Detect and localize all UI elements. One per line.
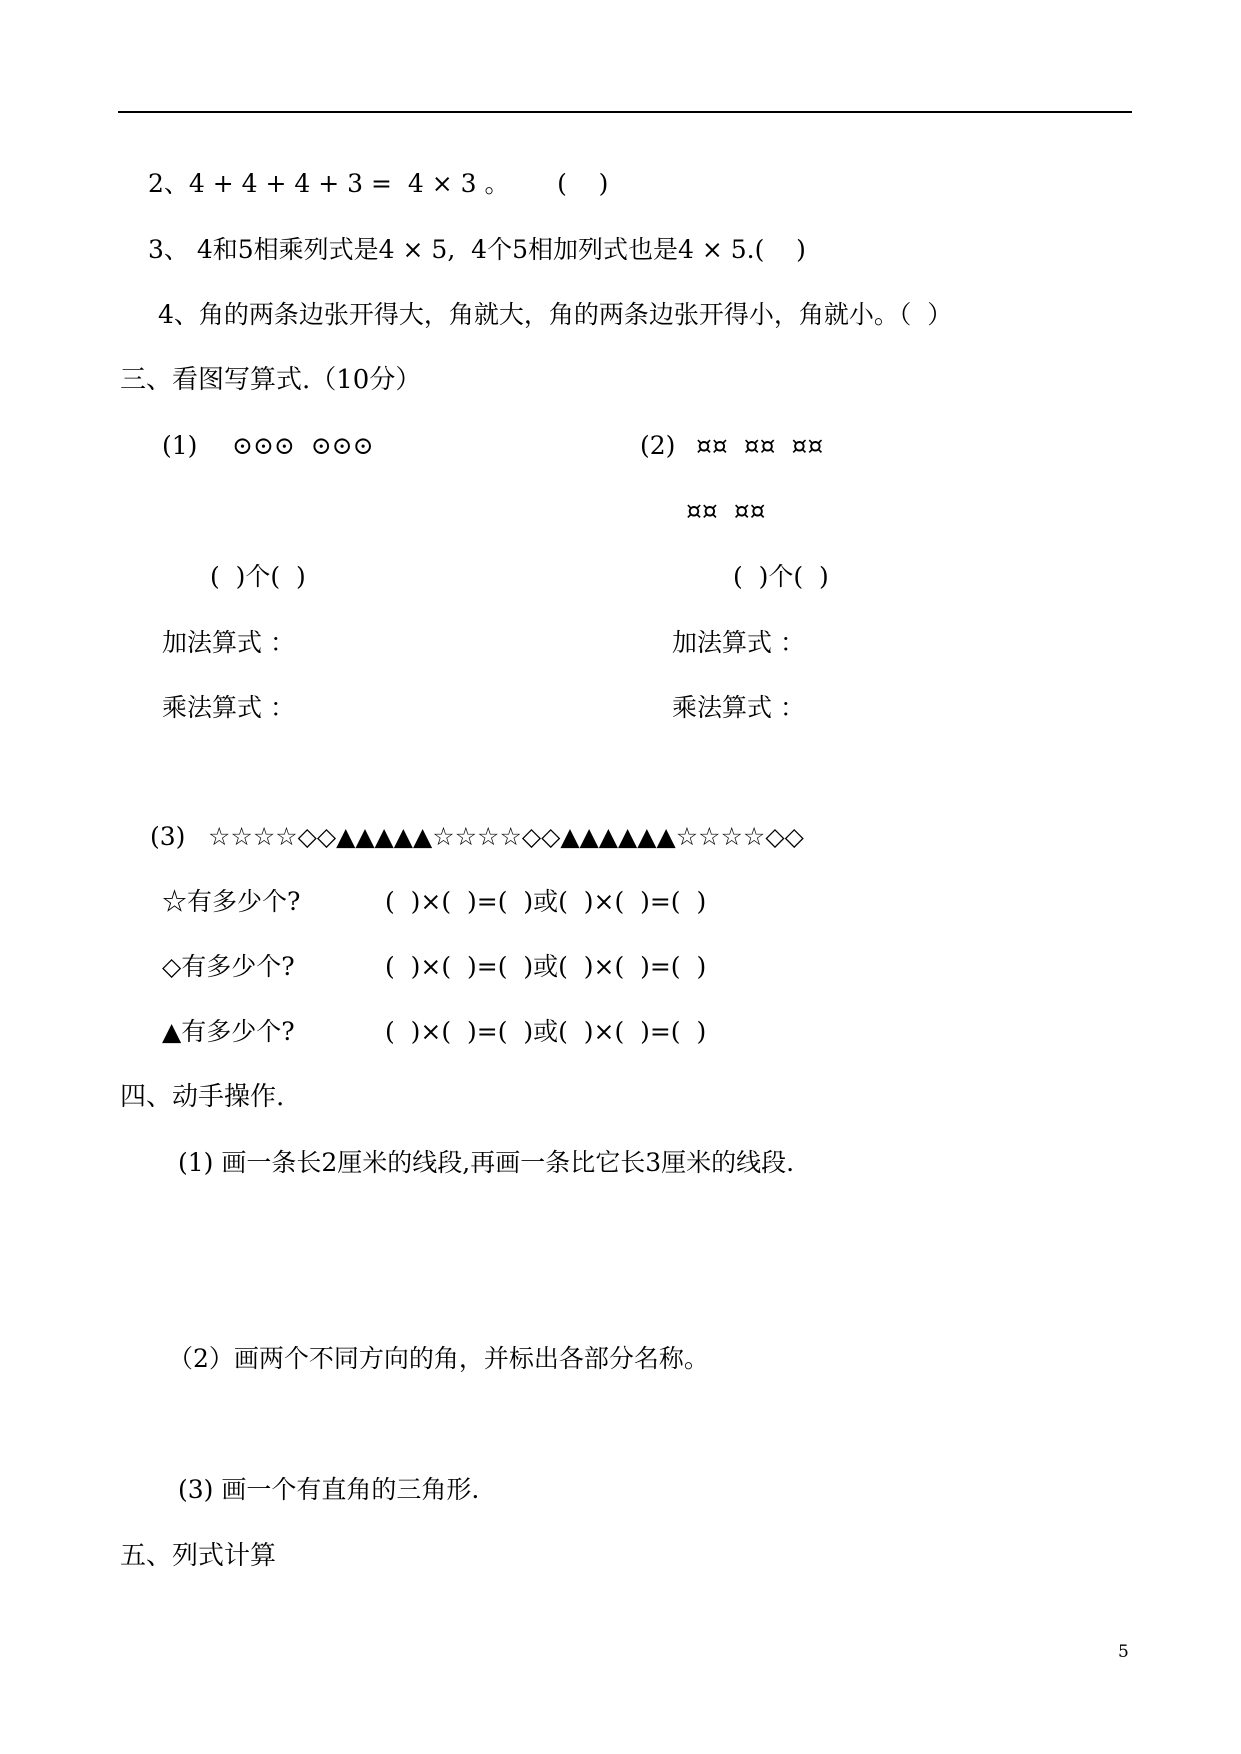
- p2-mul: 乘法算式 ：: [672, 693, 805, 722]
- section3-title: 三、看图写算式.（10分）: [120, 365, 422, 395]
- p2-count: ( )个( ): [733, 562, 829, 591]
- judge-q2: 2、4 + 4 + 4 + 3 = 4 × 3 。 ( ): [148, 169, 609, 198]
- triangle-blank: ( )×( )=( )或( )×( )=( ): [385, 1017, 707, 1046]
- p3-sequence: ☆☆☆☆◇◇▲▲▲▲▲☆☆☆☆◇◇▲▲▲▲▲▲☆☆☆☆◇◇: [208, 822, 804, 851]
- s4-item3: (3) 画一个有直角的三角形.: [178, 1475, 480, 1504]
- p2-add: 加法算式 ：: [672, 628, 805, 657]
- judge-q4: 4、角的两条边张开得大，角就大，角的两条边张开得小，角就小。（ ）: [158, 300, 953, 329]
- p1-symbols: ⊙⊙⊙ ⊙⊙⊙: [232, 431, 374, 460]
- header-rule: [118, 111, 1132, 113]
- diamond-question: ◇有多少个?: [162, 952, 295, 981]
- triangle-question: ▲有多少个?: [162, 1017, 295, 1046]
- p2-row1: ¤¤ ¤¤ ¤¤: [696, 431, 824, 460]
- s4-item1: (1) 画一条长2厘米的线段,再画一条比它长3厘米的线段.: [178, 1148, 795, 1177]
- p1-count: ( )个( ): [210, 562, 306, 591]
- p3-label: (3): [150, 822, 186, 851]
- s4-item2: （2）画两个不同方向的角，并标出各部分名称。: [168, 1344, 709, 1373]
- p1-label: (1): [162, 431, 198, 460]
- p1-add: 加法算式 ：: [162, 628, 295, 657]
- p2-label: (2): [640, 431, 676, 460]
- judge-q3: 3、 4和5相乘列式是4 × 5, 4个5相加列式也是4 × 5.( ): [148, 235, 806, 264]
- section5-title: 五、列式计算: [120, 1541, 277, 1571]
- star-question: ☆有多少个?: [162, 887, 301, 916]
- p1-mul: 乘法算式 ：: [162, 693, 295, 722]
- page-number: 5: [1118, 1642, 1129, 1662]
- diamond-blank: ( )×( )=( )或( )×( )=( ): [385, 952, 707, 981]
- star-blank: ( )×( )=( )或( )×( )=( ): [385, 887, 707, 916]
- section4-title: 四、动手操作.: [120, 1082, 285, 1112]
- p2-row2: ¤¤ ¤¤: [686, 496, 766, 525]
